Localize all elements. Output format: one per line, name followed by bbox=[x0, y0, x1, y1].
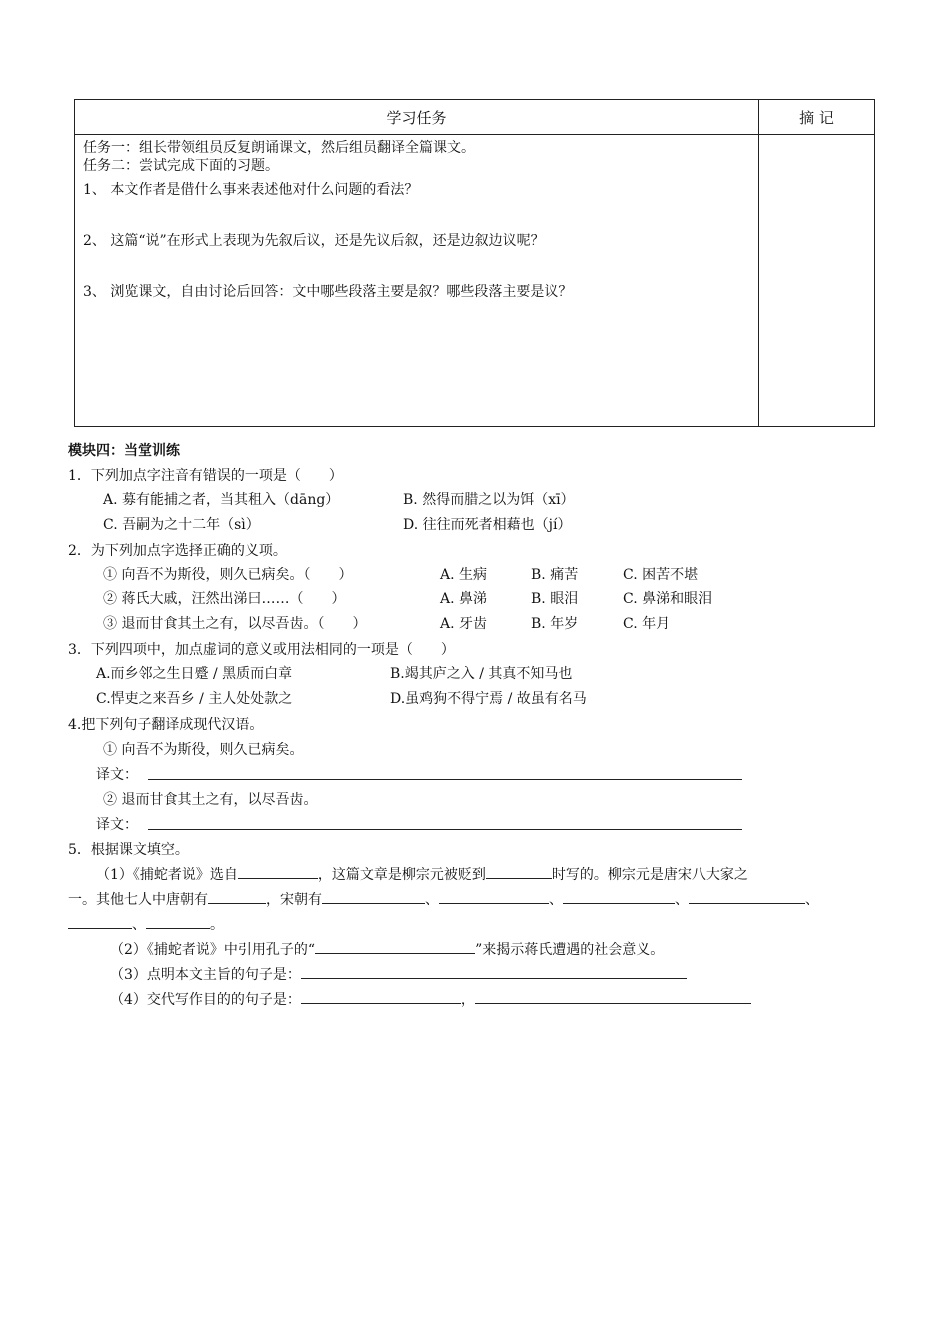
notes-cell bbox=[759, 135, 875, 427]
q5-p1-song: ，宋朝有 bbox=[266, 892, 322, 908]
comma: ， bbox=[460, 992, 475, 1008]
q5-line-3 bbox=[68, 914, 224, 934]
task-line-1: 任务一：组长带领组员反复朗诵课文，然后组员翻译全篇课文。 bbox=[83, 140, 475, 156]
q2-row-2-sentence: ② 蒋氏大戚，汪然出涕曰……（ ） bbox=[103, 591, 346, 607]
q2-row-1-c: C. 困苦不堪 bbox=[623, 567, 699, 583]
separator: 、 bbox=[805, 892, 819, 908]
q4-translation-label-2: 译文： bbox=[96, 817, 138, 833]
q1-option-a: A. 募有能捕之者，当其租入（dāng） bbox=[103, 492, 340, 508]
q4-sentence-2: ② 退而甘食其土之有，以尽吾齿。 bbox=[103, 792, 318, 808]
q5-line-5 bbox=[110, 964, 687, 984]
q4-answer-line-2[interactable] bbox=[148, 829, 742, 830]
question-3: 3、 浏览课文，自由讨论后回答：文中哪些段落主要是叙？哪些段落主要是议？ bbox=[83, 284, 573, 300]
q5-p1-middle: ，这篇文章是柳宗元被贬到 bbox=[317, 867, 486, 883]
separator: 、 bbox=[549, 892, 563, 908]
q2-row-2-b: B. 眼泪 bbox=[531, 591, 579, 607]
q5-blank-song-1[interactable] bbox=[322, 889, 425, 904]
q5-line-4 bbox=[110, 939, 664, 959]
q1-stem: 1．下列加点字注音有错误的一项是（ ） bbox=[68, 468, 343, 484]
section-title: 模块四：当堂训练 bbox=[68, 443, 180, 459]
q2-row-3-b: B. 年岁 bbox=[531, 616, 579, 632]
separator: 、 bbox=[425, 892, 439, 908]
q3-option-b: B.竭其庐之入 / 其真不知马也 bbox=[390, 666, 573, 682]
question-2: 2、 这篇“说”在形式上表现为先叙后议，还是先议后叙，还是边叙边议呢？ bbox=[83, 233, 545, 249]
period: 。 bbox=[210, 917, 224, 933]
q5-blank-tang[interactable] bbox=[208, 889, 266, 904]
task-table bbox=[74, 99, 875, 427]
q2-row-1-b: B. 痛苦 bbox=[531, 567, 579, 583]
q1-option-b: B. 然得而腊之以为饵（xī） bbox=[403, 492, 575, 508]
q4-answer-line-1[interactable] bbox=[148, 779, 742, 780]
q4-translation-label-1: 译文： bbox=[96, 767, 138, 783]
q5-line-6 bbox=[110, 989, 751, 1009]
q2-row-3-c: C. 年月 bbox=[623, 616, 671, 632]
q3-option-c: C.悍吏之来吾乡 / 主人处处款之 bbox=[96, 691, 293, 707]
q5-blank-source[interactable] bbox=[238, 864, 318, 879]
q5-blank-song-6[interactable] bbox=[146, 914, 210, 929]
q3-stem: 3．下列四项中，加点虚词的意义或用法相同的一项是（ ） bbox=[68, 642, 455, 658]
q2-stem: 2．为下列加点字选择正确的义项。 bbox=[68, 543, 287, 559]
q5-p1-suffix: 时写的。柳宗元是唐宋八大家之 bbox=[551, 867, 748, 883]
q5-p1-prefix: （1）《捕蛇者说》选自 bbox=[96, 867, 238, 883]
task-line-2: 任务二：尝试完成下面的习题。 bbox=[83, 158, 279, 174]
q3-option-a: A.而乡邻之生日蹙 / 黑质而白章 bbox=[96, 666, 293, 682]
q2-row-3-a: A. 牙齿 bbox=[440, 616, 488, 632]
q5-p2-prefix: （2）《捕蛇者说》中引用孔子的“ bbox=[110, 942, 316, 958]
q5-blank-theme[interactable] bbox=[301, 964, 687, 979]
q4-stem: 4.把下列句子翻译成现代汉语。 bbox=[68, 717, 264, 733]
q5-blank-song-3[interactable] bbox=[563, 889, 675, 904]
q5-blank-place[interactable] bbox=[486, 864, 552, 879]
q5-p4-label: （4）交代写作目的的句子是： bbox=[110, 992, 301, 1008]
q4-sentence-1: ① 向吾不为斯役，则久已病矣。 bbox=[103, 742, 304, 758]
q2-row-1-sentence: ① 向吾不为斯役，则久已病矣。（ ） bbox=[103, 567, 353, 583]
q5-line-2 bbox=[68, 889, 819, 909]
task-content-cell bbox=[75, 135, 759, 427]
q3-option-d: D.虽鸡狗不得宁焉 / 故虽有名马 bbox=[390, 691, 587, 707]
q1-option-d: D. 往往而死者相藉也（jí） bbox=[403, 517, 572, 533]
q5-blank-song-5[interactable] bbox=[68, 914, 132, 929]
q5-blank-song-2[interactable] bbox=[439, 889, 549, 904]
header-notes: 摘 记 bbox=[759, 100, 875, 135]
q5-p1-tang: 一。其他七人中唐朝有 bbox=[68, 892, 208, 908]
separator: 、 bbox=[132, 917, 146, 933]
q5-blank-purpose-2[interactable] bbox=[475, 989, 751, 1004]
q2-row-2-c: C. 鼻涕和眼泪 bbox=[623, 591, 713, 607]
q5-blank-purpose-1[interactable] bbox=[301, 989, 461, 1004]
q5-line-1 bbox=[96, 864, 748, 884]
header-task: 学习任务 bbox=[75, 100, 759, 135]
q2-row-1-a: A. 生病 bbox=[440, 567, 488, 583]
q5-p3-label: （3）点明本文主旨的句子是： bbox=[110, 967, 301, 983]
q5-blank-confucius[interactable] bbox=[315, 939, 475, 954]
q2-row-3-sentence: ③ 退而甘食其土之有，以尽吾齿。（ ） bbox=[103, 616, 367, 632]
q1-option-c: C. 吾嗣为之十二年（sì） bbox=[103, 517, 260, 533]
q5-blank-song-4[interactable] bbox=[689, 889, 805, 904]
question-1: 1、 本文作者是借什么事来表述他对什么问题的看法？ bbox=[83, 182, 419, 198]
q5-stem: 5．根据课文填空。 bbox=[68, 842, 189, 858]
q5-p2-suffix: ”来揭示蒋氏遭遇的社会意义。 bbox=[475, 942, 665, 958]
q2-row-2-a: A. 鼻涕 bbox=[440, 591, 488, 607]
separator: 、 bbox=[675, 892, 689, 908]
